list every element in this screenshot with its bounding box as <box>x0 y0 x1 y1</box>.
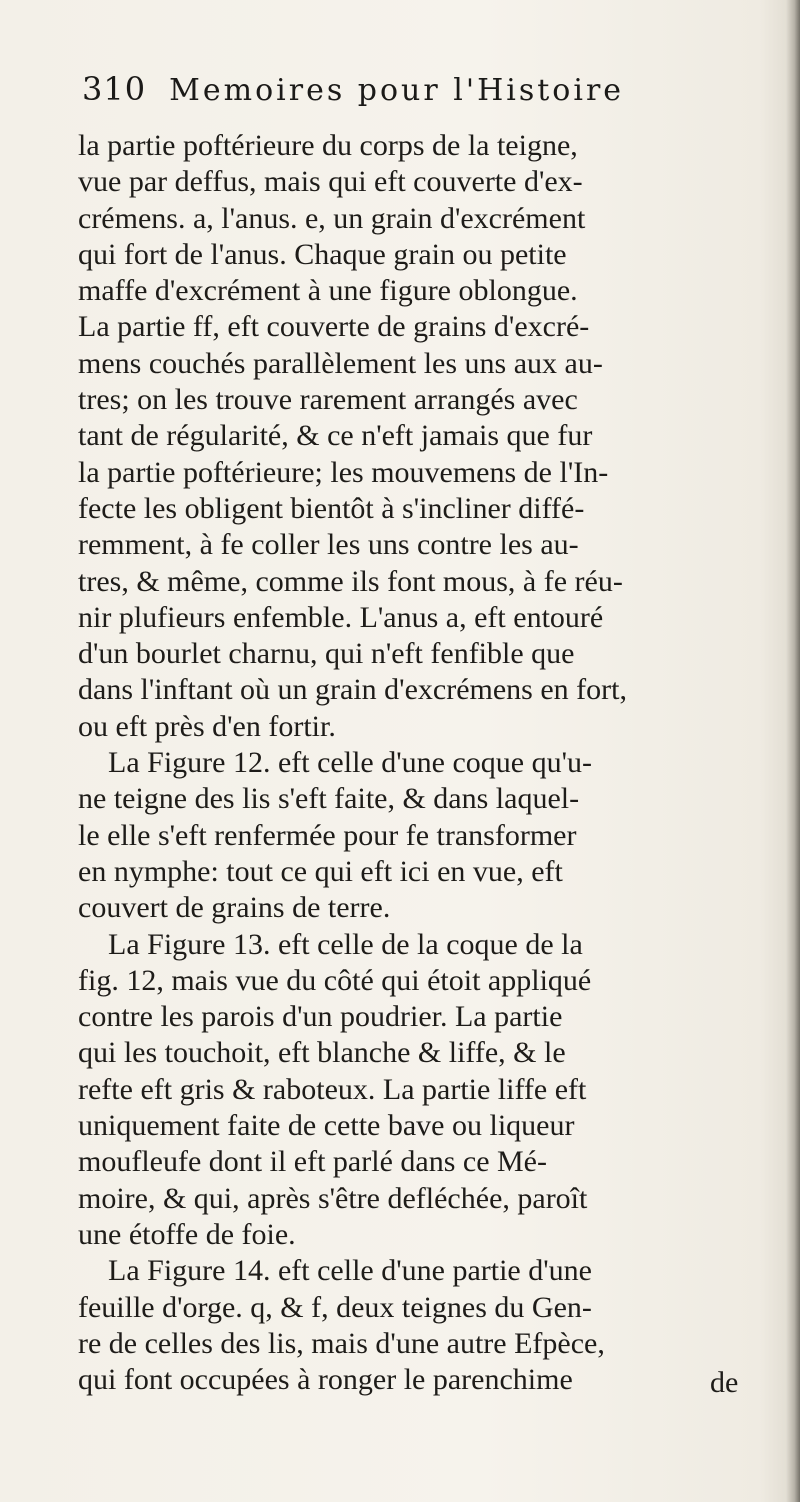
text-line: couvert de grains de terre. <box>78 891 391 925</box>
text-line: qui font occupées à ronger le parenchime <box>78 1363 573 1397</box>
text-line: la partie poftérieure du corps de la teigne, <box>78 129 578 162</box>
text-line: maffe d'excrément à une figure oblongue. <box>78 274 578 308</box>
text-line: refte eft gris & raboteux. La partie liffe eft <box>78 1072 587 1106</box>
text-line: tres; on les trouve rarement arrangés avec <box>78 383 578 417</box>
text-line: crémens. a, l'anus. e, un grain d'excrément <box>78 201 586 235</box>
text-line: nir plufieurs enfemble. L'anus a, eft entouré <box>78 600 604 634</box>
text-line: vue par deffus, mais qui eft couverte d'ex- <box>78 165 583 199</box>
page-number: 310 <box>82 70 147 108</box>
text-line: le elle s'eft renfermée pour fe transformer <box>78 818 577 852</box>
text-line: ne teigne des lis s'eft faite, & dans laquel- <box>78 782 580 816</box>
text-line: qui fort de l'anus. Chaque grain ou petite <box>78 237 567 271</box>
text-line: remment, à fe coller les uns contre les au- <box>78 528 579 562</box>
text-line: la partie poftérieure; les mouvemens de l'In- <box>78 455 609 489</box>
text-line: re de celles des lis, mais d'une autre Efpèce, <box>78 1326 605 1360</box>
text-line: qui les touchoit, eft blanche & liffe, & le <box>78 1036 566 1070</box>
text-line: moufleufe dont il eft parlé dans ce Mé- <box>78 1145 547 1179</box>
text-line: fig. 12, mais vue du côté qui étoit appliqué <box>78 963 592 997</box>
text-line: une étoffe de foie. <box>78 1217 296 1251</box>
paragraph-start-line: La Figure 13. eft celle de la coque de la <box>108 927 583 961</box>
running-title: Memoires pour l'Histoire <box>169 73 625 108</box>
page-header <box>82 70 772 118</box>
page-edge-shadow <box>786 0 800 1502</box>
text-line: uniquement faite de cette bave ou liqueur <box>78 1109 575 1143</box>
text-line: contre les parois d'un poudrier. La partie <box>78 1000 563 1034</box>
text-line: fecte les obligent bientôt à s'incliner diffé- <box>78 491 585 525</box>
text-line: tres, & même, comme ils font mous, à fe réu- <box>78 564 623 598</box>
text-line: mens couchés parallèlement les uns aux au- <box>78 346 603 380</box>
text-line: moire, & qui, après s'être defléchée, paroît <box>78 1181 588 1215</box>
paragraph-start-line: La Figure 14. eft celle d'une partie d'une <box>108 1254 592 1288</box>
text-line: en nymphe: tout ce qui eft ici en vue, eft <box>78 854 563 888</box>
text-line: d'un bourlet charnu, qui n'eft fenfible que <box>78 637 575 671</box>
text-line: tant de régularité, & ce n'eft jamais que fur <box>78 419 593 453</box>
text-line: ou eft près d'en fortir. <box>78 709 336 743</box>
text-line: feuille d'orge. q, & f, deux teignes du Gen- <box>78 1290 592 1324</box>
paragraph-start-line: La Figure 12. eft celle d'une coque qu'u- <box>108 746 592 780</box>
catchword: de <box>710 1366 739 1399</box>
text-line: La partie ff, eft couverte de grains d'excré- <box>78 310 590 344</box>
text-line: dans l'inftant où un grain d'excrémens en fort, <box>78 673 627 707</box>
body-text <box>78 128 778 1398</box>
